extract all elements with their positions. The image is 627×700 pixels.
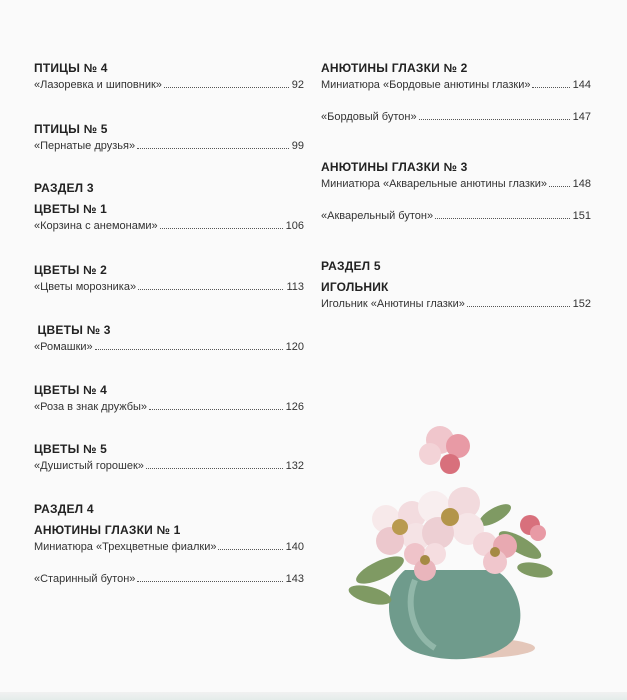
vase <box>389 570 520 659</box>
line-title: Игольник «Анютины глазки» <box>321 298 465 310</box>
toc-entry <box>34 383 304 413</box>
dot-leader <box>532 87 569 88</box>
toc-line[interactable] <box>321 79 591 91</box>
entry-heading: ЦВЕТЫ № 3 <box>34 323 111 337</box>
entry-heading: ЦВЕТЫ № 1 <box>34 202 108 216</box>
toc-entry <box>321 160 591 222</box>
line-title: «Акварельный бутон» <box>321 210 434 222</box>
dot-leader <box>419 119 570 120</box>
dot-leader <box>138 289 283 290</box>
dot-leader <box>164 87 289 88</box>
section-label: РАЗДЕЛ 4 <box>34 502 94 516</box>
toc-line[interactable] <box>321 178 591 190</box>
toc-entry <box>34 442 304 472</box>
line-title: Миниатюра «Бордовые анютины глазки» <box>321 79 531 91</box>
line-title: «Лазоревка и шиповник» <box>34 79 162 91</box>
section-label: РАЗДЕЛ 5 <box>321 259 381 273</box>
page-number: 106 <box>285 220 304 232</box>
page-number: 113 <box>286 281 304 293</box>
page-number: 92 <box>291 79 304 91</box>
toc-entry <box>34 122 304 152</box>
page-number: 148 <box>572 178 591 190</box>
line-title: «Бордовый бутон» <box>321 111 417 123</box>
line-title: Миниатюра «Трехцветные фиалки» <box>34 541 217 553</box>
page-number: 151 <box>572 210 591 222</box>
toc-line[interactable] <box>321 298 591 310</box>
toc-line[interactable] <box>321 111 591 123</box>
toc-entry <box>34 263 304 293</box>
page-number: 140 <box>285 541 304 553</box>
page-number: 120 <box>285 341 304 353</box>
line-title: «Цветы морозника» <box>34 281 137 293</box>
toc-line[interactable] <box>34 140 304 152</box>
line-title: «Корзина с анемонами» <box>34 220 158 232</box>
line-title: «Душистый горошек» <box>34 460 144 472</box>
toc-line[interactable] <box>34 281 304 293</box>
entry-heading: ПТИЦЫ № 5 <box>34 122 108 136</box>
toc-line[interactable] <box>34 573 304 585</box>
section-label: РАЗДЕЛ 3 <box>34 181 94 195</box>
entry-heading: АНЮТИНЫ ГЛАЗКИ № 3 <box>321 160 468 174</box>
line-title: Миниатюра «Акварельные анютины глазки» <box>321 178 547 190</box>
entry-heading: ЦВЕТЫ № 4 <box>34 383 108 397</box>
toc-section <box>321 259 591 310</box>
toc-section <box>34 181 304 232</box>
toc-line[interactable] <box>34 401 304 413</box>
dot-leader <box>218 549 282 550</box>
page-number: 126 <box>285 401 304 413</box>
line-title: «Старинный бутон» <box>34 573 136 585</box>
page-number: 144 <box>572 79 591 91</box>
toc-line[interactable] <box>34 341 304 353</box>
toc-section <box>34 502 304 585</box>
entry-heading: ЦВЕТЫ № 5 <box>34 442 108 456</box>
dot-leader <box>467 306 570 307</box>
line-title: «Ромашки» <box>34 341 93 353</box>
entry-heading: ЦВЕТЫ № 2 <box>34 263 108 277</box>
dot-leader <box>149 409 283 410</box>
line-title: «Роза в знак дружбы» <box>34 401 148 413</box>
entry-heading: АНЮТИНЫ ГЛАЗКИ № 1 <box>34 523 181 537</box>
header-fade-text <box>200 0 420 20</box>
dot-leader <box>146 468 283 469</box>
line-title: «Пернатые друзья» <box>34 140 136 152</box>
toc-line[interactable] <box>34 79 304 91</box>
dot-leader <box>160 228 283 229</box>
dot-leader <box>137 581 282 582</box>
entry-heading: ИГОЛЬНИК <box>321 280 389 294</box>
entry-heading: АНЮТИНЫ ГЛАЗКИ № 2 <box>321 61 468 75</box>
page-number: 143 <box>285 573 304 585</box>
toc-entry <box>34 61 304 91</box>
page-number: 152 <box>572 298 591 310</box>
dot-leader <box>549 186 570 187</box>
bottom-band <box>0 692 627 700</box>
toc-line[interactable] <box>34 460 304 472</box>
dot-leader <box>435 218 570 219</box>
toc-entry <box>321 61 591 123</box>
dot-leader <box>137 148 289 149</box>
toc-line[interactable] <box>34 220 304 232</box>
page-number: 132 <box>285 460 304 472</box>
toc-entry <box>34 323 304 353</box>
flower-vase-illustration <box>345 420 560 670</box>
page-number: 99 <box>291 140 304 152</box>
toc-line[interactable] <box>321 210 591 222</box>
entry-heading: ПТИЦЫ № 4 <box>34 61 108 75</box>
dot-leader <box>95 349 283 350</box>
toc-line[interactable] <box>34 541 304 553</box>
page-number: 147 <box>572 111 591 123</box>
